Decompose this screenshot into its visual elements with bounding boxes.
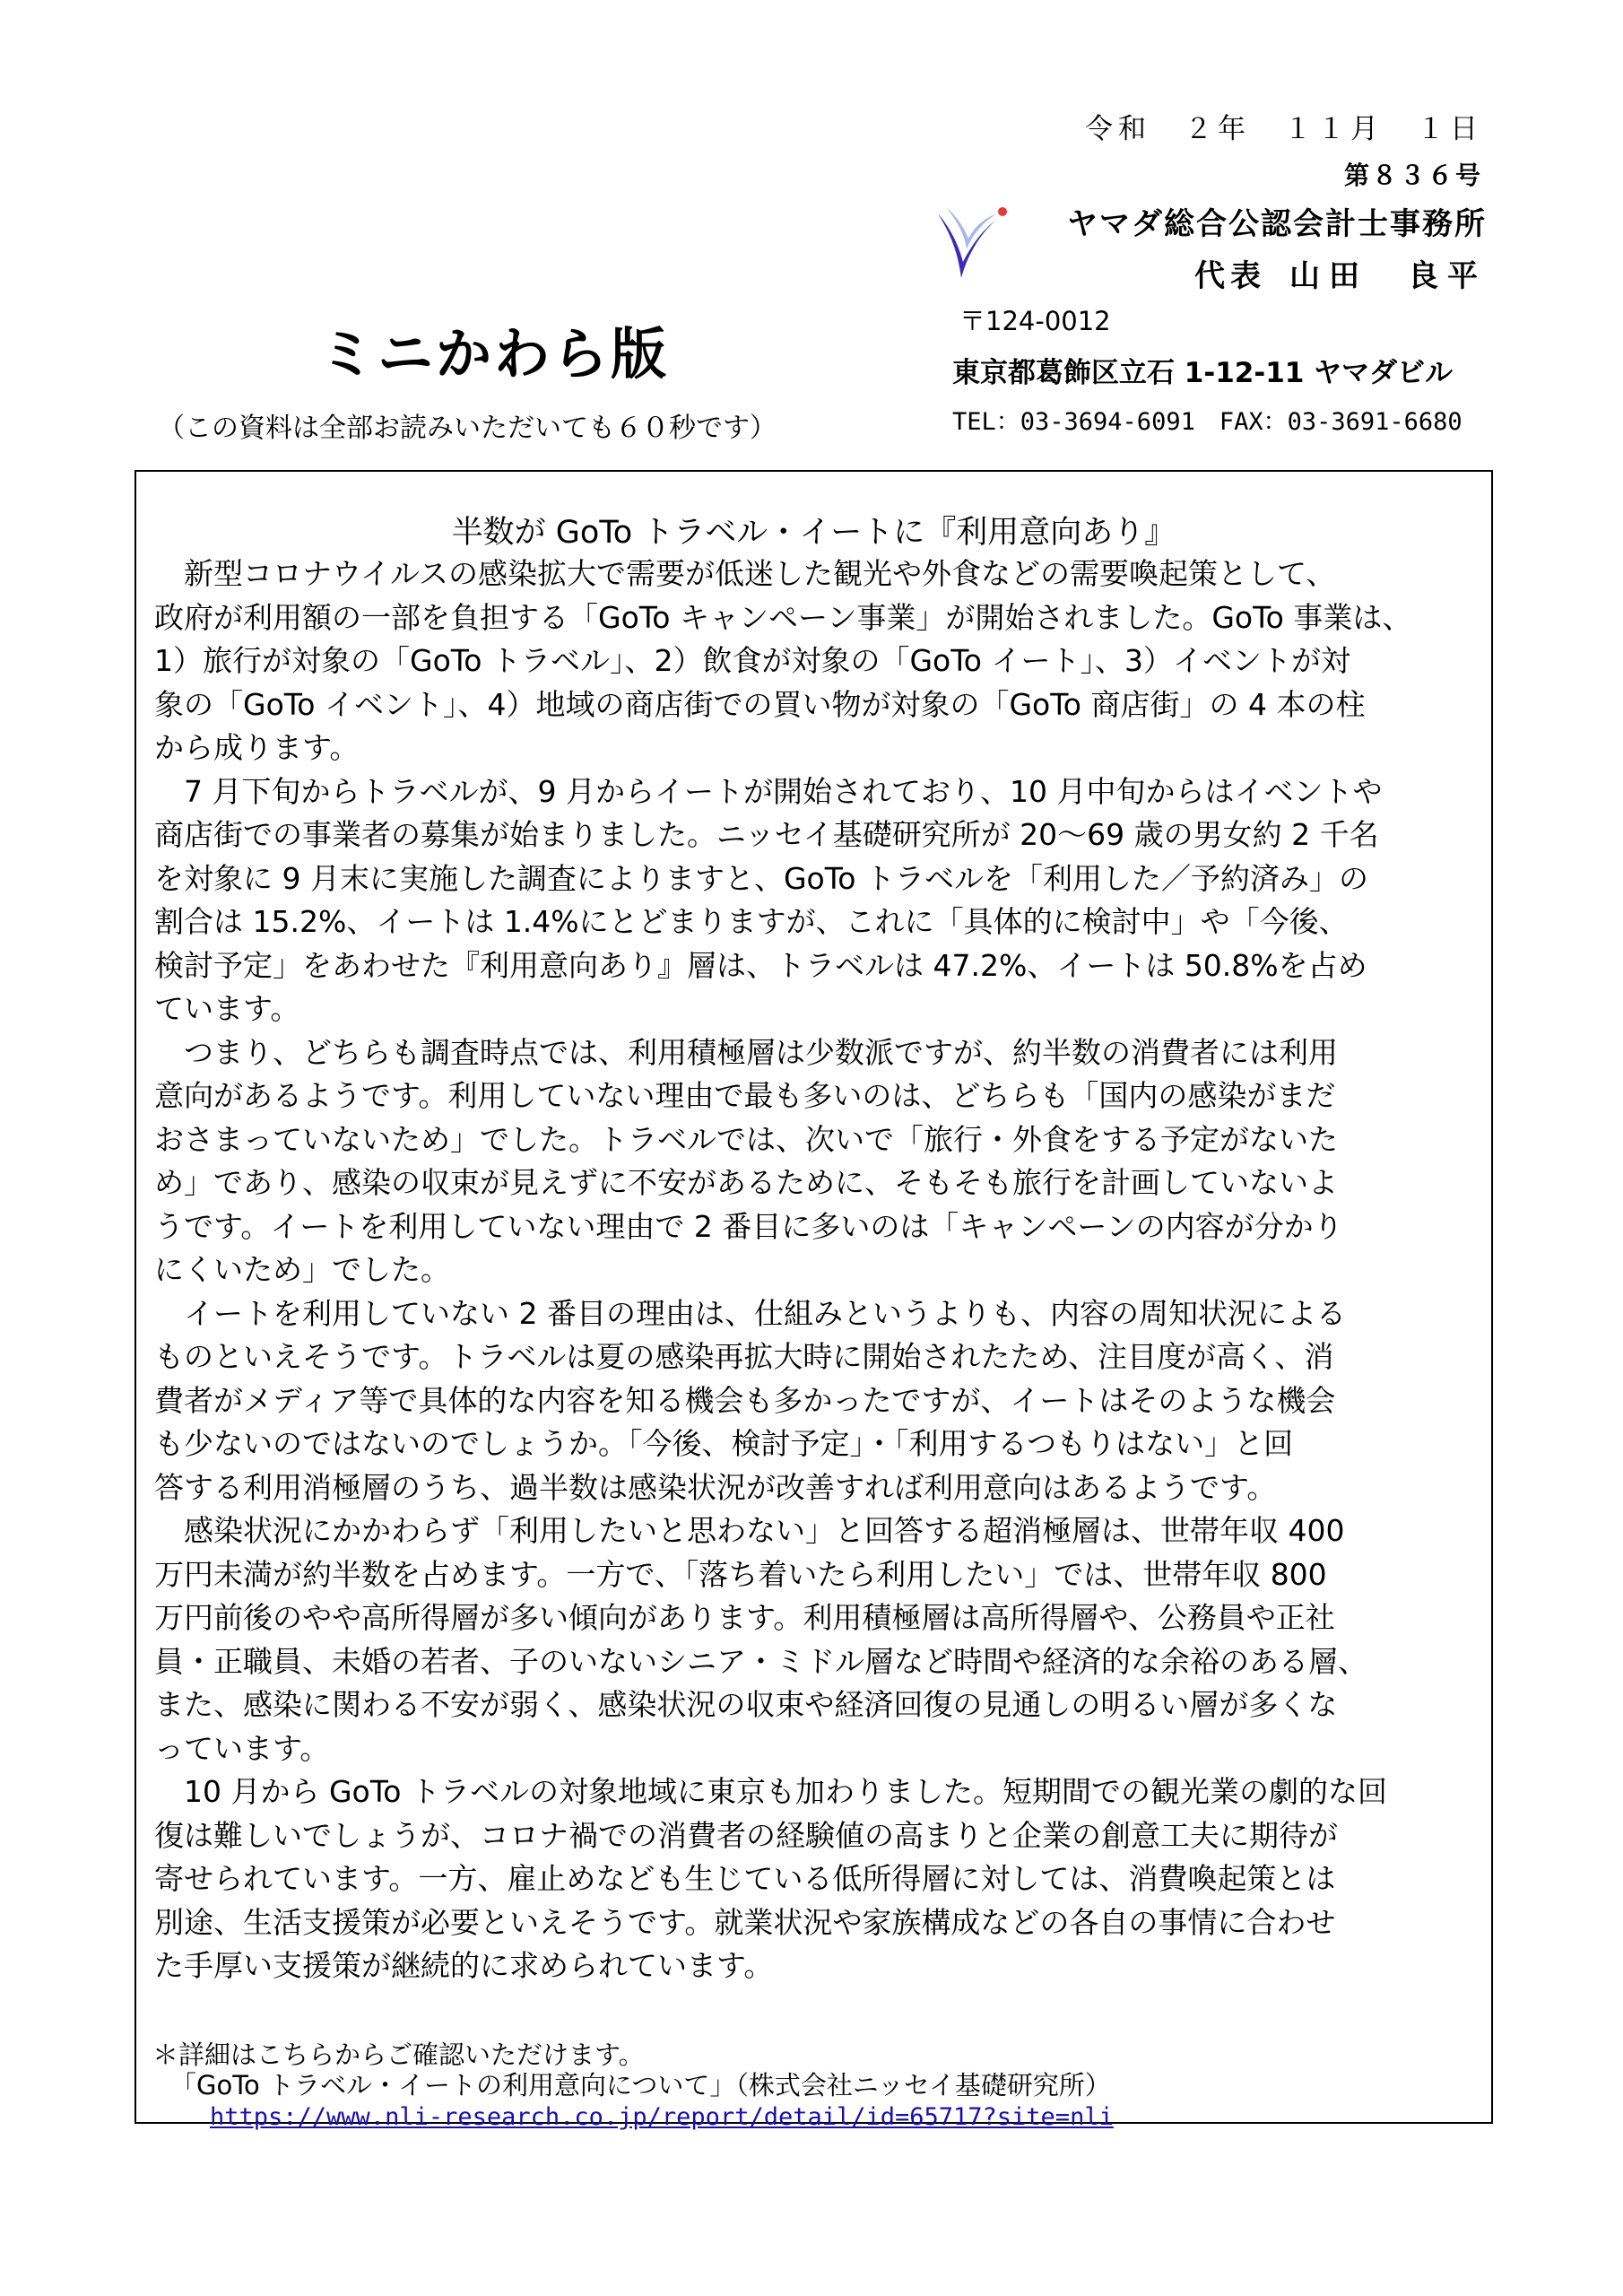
article-line: うです。イートを利用していない理由で 2 番目に多いのは「キャンペーンの内容が分かり <box>154 1208 1343 1244</box>
article-line: 万円未満が約半数を占めます。一方で、「落ち着いたら利用したい」では、世帯年収 800 <box>154 1556 1327 1592</box>
article-line: 象の「GoTo イベント」、4）地域の商店街での買い物が対象の「GoTo 商店街」の 4 本の柱 <box>154 686 1366 722</box>
tel-fax: TEL：03-3694-6091 FAX：03-3691-6680 <box>952 408 1462 436</box>
article-line: 商店街での事業者の募集が始まりました。ニッセイ基礎研究所が 20～69 歳の男女約 2 千名 <box>154 817 1379 852</box>
swoosh-logo-icon <box>931 196 1013 285</box>
article-line: おさまっていないため」でした。トラベルでは、次いで「旅行・外食をする予定がないた <box>154 1121 1338 1157</box>
article-box <box>135 470 1493 2131</box>
article-line: 割合は 15.2%、イートは 1.4%にとどまりますが、これに「具体的に検討中」や「今後、 <box>154 904 1349 939</box>
article-line: ています。 <box>154 991 300 1026</box>
article-line: を対象に 9 月末に実施した調査によりますと、GoTo トラベルを「利用した／予約済み」の <box>154 860 1368 896</box>
article-line: 検討予定」をあわせた『利用意向あり』層は、トラベルは 47.2%、イートは 50.8%を占め <box>154 947 1367 983</box>
article-line: っています。 <box>154 1730 330 1766</box>
firm-name: ヤマダ総合公認会計士事務所 <box>1067 206 1487 242</box>
article-line: 10 月から GoTo トラベルの対象地域に東京も加わりました。短期間での観光業の劇的な回 <box>154 1774 1387 1809</box>
article-line: 万円前後のやや高所得層が多い傾向があります。利用積極層は高所得層や、公務員や正社 <box>154 1600 1335 1635</box>
masthead-subtitle: （この資料は全部お読みいただいても６０秒です） <box>158 413 777 444</box>
masthead-title: ミニかわら版 <box>319 321 670 387</box>
article-line: 費者がメディア等で具体的な内容を知る機会も多かったですが、イートはそのような機会 <box>154 1382 1336 1418</box>
detail-source: 「GoTo トラベル・イートの利用意向について」（株式会社ニッセイ基礎研究所） <box>170 2070 1111 2100</box>
representative-name: 山田 良平 <box>1289 258 1487 294</box>
article-line: 感染状況にかかわらず「利用したいと思わない」と回答する超消極層は、世帯年収 400 <box>154 1513 1345 1548</box>
article-line: 寄せられています。一方、雇止めなども生じている低所得層に対しては、消費喚起策とは <box>154 1861 1336 1896</box>
issue-date: 令和 ２年 １１月 １日 <box>1085 113 1483 145</box>
article-title: 半数が GoTo トラベル・イートに『利用意向あり』 <box>451 515 1176 551</box>
article-line: め」であり、感染の収束が見えずに不安があるために、そもそも旅行を計画していないよ <box>154 1165 1338 1200</box>
article-line: 別途、生活支援策が必要といえそうです。就業状況や家族構成などの各自の事情に合わせ <box>154 1904 1336 1940</box>
article-line: にくいため」でした。 <box>154 1252 450 1287</box>
detail-block <box>152 2039 1114 2133</box>
article-line: つまり、どちらも調査時点では、利用積極層は少数派ですが、約半数の消費者には利用 <box>154 1034 1338 1070</box>
detail-link[interactable]: https://www.nli-research.co.jp/report/detail/id=65717?site=nli <box>210 2103 1114 2131</box>
article-line: ものといえそうです。トラベルは夏の感染再拡大時に開始されたため、注目度が高く、消 <box>154 1339 1334 1374</box>
article-line: 新型コロナウイルスの感染拡大で需要が低迷した観光や外食などの需要喚起策として、 <box>154 556 1336 591</box>
article-line: から成ります。 <box>154 730 360 765</box>
article-line: また、感染に関わる不安が弱く、感染状況の収束や経済回復の見通しの明るい層が多くな <box>154 1687 1338 1722</box>
issue-number: 第８３６号 <box>1343 161 1483 190</box>
postal-code: 〒124-0012 <box>959 306 1111 336</box>
representative-title: 代表 <box>1194 258 1266 294</box>
detail-note: ＊詳細はこちらからご確認いただけます。 <box>152 2039 645 2070</box>
article-line: 員・正職員、未婚の若者、子のいないシニア・ミドル層など時間や経済的な余裕のある層、 <box>154 1643 1367 1679</box>
article-line: 1）旅行が対象の「GoTo トラベル」、2）飲食が対象の「GoTo イート」、3）イベントが対 <box>154 643 1350 678</box>
article-line: 答する利用消極層のうち、過半数は感染状況が改善すれば利用意向はあるようです。 <box>154 1469 1277 1505</box>
address: 東京都葛飾区立石 1-12-11 ヤマダビル <box>952 357 1454 389</box>
article-line: 政府が利用額の一部を負担する「GoTo キャンペーン事業」が開始されました。GoTo 事業は、 <box>154 599 1412 635</box>
article-line: 7 月下旬からトラベルが、9 月からイートが開始されており、10 月中旬からはイベントや <box>154 773 1383 809</box>
article-line: 意向があるようです。利用していない理由で最も多いのは、どちらも「国内の感染がまだ <box>154 1078 1336 1113</box>
article-line: た手厚い支援策が継続的に求められています。 <box>154 1948 774 1983</box>
article-line: も少ないのではないのでしょうか。「今後、検討予定」・「利用するつもりはない」と回 <box>154 1426 1294 1461</box>
article-line: イートを利用していない 2 番目の理由は、仕組みというよりも、内容の周知状況による <box>154 1295 1346 1331</box>
article-body <box>154 552 1477 1988</box>
article-line: 復は難しいでしょうが、コロナ禍での消費者の経験値の高まりと企業の創意工夫に期待が <box>154 1817 1338 1853</box>
